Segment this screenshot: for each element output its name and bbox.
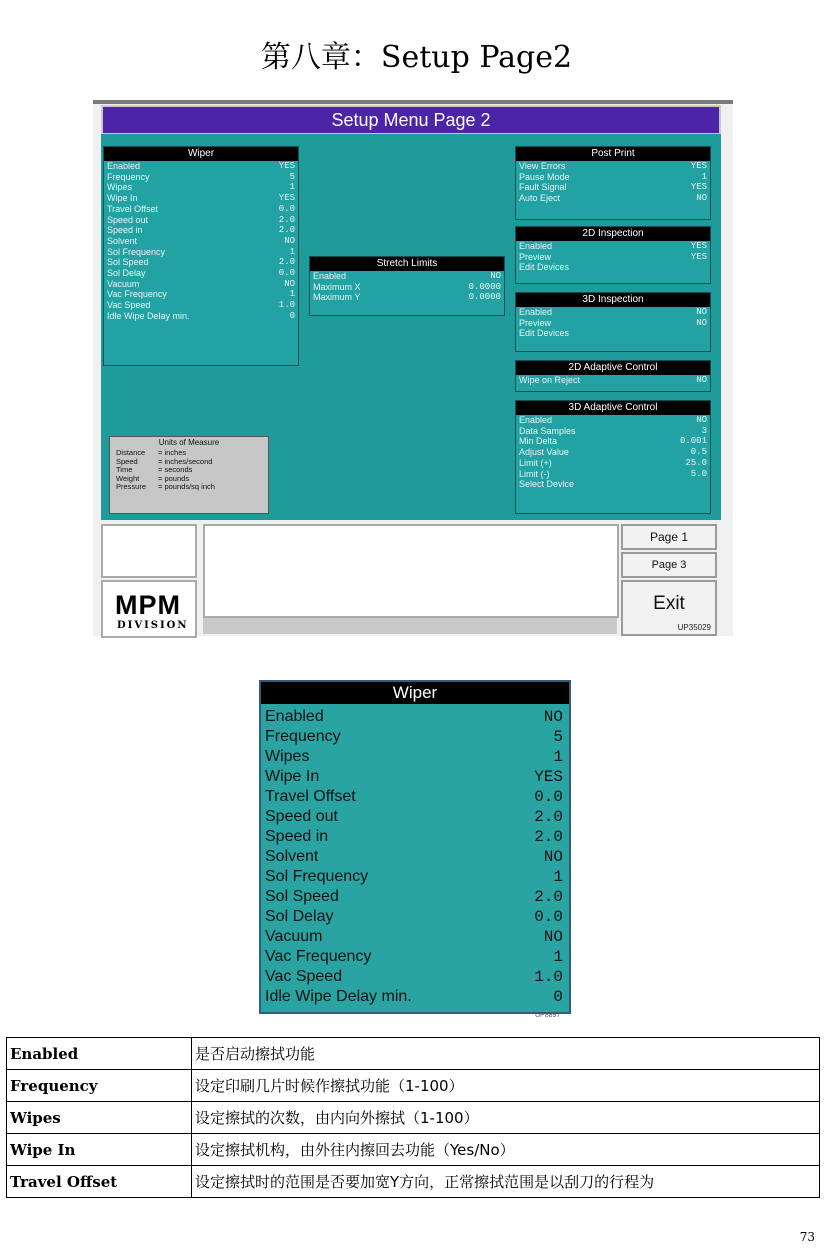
unit-value: = pounds/sq inch [158, 482, 215, 491]
stretch-limits-title: Stretch Limits [310, 257, 504, 271]
post-print-panel[interactable] [515, 146, 711, 220]
table-term: Frequency [7, 1070, 192, 1102]
setting-label: Sol Frequency [265, 868, 369, 885]
wiper-panel-title: Wiper [104, 147, 298, 161]
unit-quantity: Speed [116, 456, 138, 466]
setting-value: 3 [701, 425, 707, 436]
wiper-enlarged-rows [261, 704, 569, 1007]
setting-label: Wipe In [265, 768, 320, 785]
unit-quantity: Time [116, 465, 133, 474]
setting-label: Sol Speed [265, 888, 339, 905]
exit-button[interactable] [621, 580, 717, 636]
units-title: Units of Measure [158, 438, 220, 447]
setting-label: Sol Delay [107, 268, 146, 279]
setting-value: YES [690, 251, 707, 262]
setting-row[interactable] [261, 727, 569, 747]
setting-row[interactable] [310, 292, 504, 303]
setting-label: Wipe on Reject [519, 375, 581, 385]
setting-value: 2.0 [278, 225, 295, 236]
setting-label: Limit (-) [519, 468, 550, 479]
settings-area [101, 134, 721, 520]
setting-label: Wipes [107, 182, 133, 193]
wiper-figure-code: UP8897 [535, 1012, 561, 1019]
unit-value: = seconds [158, 465, 193, 474]
setting-value: NO [543, 928, 563, 946]
setting-value: NO [543, 848, 563, 866]
stretch-rows [310, 271, 504, 303]
setting-row[interactable] [261, 947, 569, 967]
setting-value: 0.0000 [468, 292, 501, 303]
units-rows [110, 449, 268, 492]
setting-label: Speed out [265, 808, 338, 825]
setting-label: Vac Speed [265, 968, 343, 985]
unit-quantity: Pressure [116, 482, 147, 491]
inspection-2d-title: 2D Inspection [516, 227, 710, 241]
setting-value: 1.0 [534, 968, 563, 986]
setting-row[interactable] [104, 204, 298, 215]
setting-label: Solvent [265, 848, 319, 865]
setting-row[interactable] [516, 328, 710, 339]
setting-row[interactable] [261, 907, 569, 927]
setting-value: YES [278, 161, 295, 171]
setting-row[interactable] [516, 161, 710, 172]
setting-row[interactable] [516, 426, 710, 437]
setting-label: Data Samples [519, 425, 576, 436]
setting-value: 1 [553, 748, 563, 766]
setting-value: 0.0 [534, 788, 563, 806]
setting-value: NO [696, 317, 707, 328]
unit-value: = pounds [158, 473, 190, 483]
setting-row[interactable] [261, 927, 569, 947]
bottom-bar [101, 520, 721, 636]
setting-value: 5 [289, 171, 295, 182]
setting-value: NO [696, 375, 707, 385]
setting-row[interactable] [104, 289, 298, 300]
setting-label: Sol Delay [265, 908, 334, 925]
setting-value: 0.0 [534, 908, 563, 926]
setting-row[interactable] [516, 172, 710, 183]
setting-label: Speed out [107, 214, 149, 225]
setting-row[interactable] [104, 172, 298, 183]
setting-value: 5.0 [690, 468, 707, 479]
message-area [203, 524, 619, 618]
setting-label: Limit (+) [519, 457, 552, 468]
page-3-button[interactable]: Page 3 [621, 552, 717, 578]
logo-box [101, 580, 197, 638]
setting-label: Enabled [313, 271, 347, 281]
unit-row [110, 483, 268, 492]
table-term: Wipe In [7, 1134, 192, 1166]
setting-value: 25.0 [685, 457, 707, 468]
setting-row[interactable] [261, 827, 569, 847]
inspection-3d-title: 3D Inspection [516, 293, 710, 307]
unit-quantity: Distance [116, 448, 146, 457]
adaptive-2d-panel[interactable] [515, 360, 711, 392]
setting-row[interactable] [516, 415, 710, 426]
setting-label: Enabled [519, 307, 553, 317]
setting-label: Solvent [107, 235, 138, 246]
setting-label: Enabled [265, 708, 324, 725]
setting-row[interactable] [516, 241, 710, 252]
table-description: 设定印刷几片时候作擦拭功能（1-100） [192, 1070, 820, 1102]
mpm-logo: MPM [115, 590, 181, 620]
unit-value: = inches [158, 448, 187, 457]
setting-row[interactable] [516, 479, 710, 490]
setting-label: Maximum X [313, 281, 361, 292]
setting-label: Preview [519, 251, 552, 262]
setting-value: NO [696, 307, 707, 317]
setup-screen [93, 100, 733, 636]
setting-label: Speed in [107, 225, 143, 236]
setting-label: Pause Mode [519, 171, 570, 182]
setting-row[interactable] [261, 887, 569, 907]
stretch-limits-panel[interactable] [309, 256, 505, 316]
exit-label: Exit [653, 593, 685, 614]
setting-value: 1 [289, 246, 295, 257]
status-strip [203, 618, 617, 634]
table-term: Wipes [7, 1102, 192, 1134]
setting-row[interactable] [516, 262, 710, 273]
division-label: DIVISION [117, 620, 189, 631]
inspection-3d-panel[interactable] [515, 292, 711, 352]
setting-row[interactable] [516, 436, 710, 447]
setting-row[interactable] [310, 271, 504, 282]
page-1-button[interactable]: Page 1 [621, 524, 717, 550]
setting-label: Idle Wipe Delay min. [265, 988, 412, 1005]
setting-row[interactable] [104, 268, 298, 279]
setting-row[interactable] [516, 307, 710, 318]
setting-row[interactable] [104, 247, 298, 258]
setting-row[interactable] [261, 747, 569, 767]
table-description: 是否启动擦拭功能 [192, 1038, 820, 1070]
setting-value: 0.5 [690, 447, 707, 458]
setting-value: YES [534, 768, 563, 786]
adaptive-3d-rows [516, 415, 710, 490]
table-description: 设定擦拭时的范围是否要加宽Y方向，正常擦拭范围是以刮刀的行程为 [192, 1166, 820, 1198]
setting-row[interactable] [516, 375, 710, 386]
setting-row[interactable] [104, 225, 298, 236]
setting-value: 1 [289, 182, 295, 193]
setting-value: NO [696, 193, 707, 204]
setting-label: Vac Frequency [107, 289, 167, 300]
setting-value: YES [278, 193, 295, 204]
setting-label: Speed in [265, 828, 329, 845]
setting-label: Edit Devices [519, 328, 570, 339]
setting-value: 0.001 [679, 436, 707, 447]
setting-row[interactable] [261, 967, 569, 987]
setting-label: Idle Wipe Delay min. [107, 310, 190, 321]
setting-label: Wipe In [107, 193, 138, 204]
setting-value: 0.0000 [468, 281, 501, 292]
setting-row[interactable] [104, 161, 298, 172]
setting-row[interactable] [516, 252, 710, 263]
setting-label: Frequency [265, 728, 341, 745]
setting-row[interactable] [516, 458, 710, 469]
post-print-rows [516, 161, 710, 204]
setting-row[interactable] [516, 447, 710, 458]
setting-label: Min Delta [519, 436, 558, 447]
table-row [7, 1134, 820, 1166]
setting-value: 5 [553, 728, 563, 746]
top-divider [93, 100, 733, 104]
table-row [7, 1070, 820, 1102]
setting-label: Preview [519, 317, 552, 328]
setting-value: 2.0 [278, 257, 295, 268]
setting-label: Sol Frequency [107, 246, 166, 257]
setting-row[interactable] [104, 193, 298, 204]
setting-value: NO [284, 235, 295, 246]
setting-row[interactable] [104, 236, 298, 247]
setting-label: Vac Speed [107, 300, 151, 311]
setting-row[interactable] [516, 182, 710, 193]
setting-label: Enabled [519, 415, 553, 425]
setting-value: NO [284, 278, 295, 289]
setting-value: 1 [553, 868, 563, 886]
setting-value: 1.0 [278, 300, 295, 311]
setting-row[interactable] [104, 300, 298, 311]
setting-value: NO [490, 271, 501, 281]
wiper-rows [104, 161, 298, 322]
setting-label: Adjust Value [519, 447, 569, 458]
adaptive-3d-panel[interactable] [515, 400, 711, 514]
post-print-title: Post Print [516, 147, 710, 161]
inspection-2d-rows [516, 241, 710, 273]
setting-row[interactable] [261, 767, 569, 787]
setting-row[interactable] [261, 707, 569, 727]
setting-row[interactable] [104, 279, 298, 290]
setting-row[interactable] [261, 867, 569, 887]
setting-value: 1 [289, 289, 295, 300]
setting-row[interactable] [261, 807, 569, 827]
setting-row[interactable] [104, 311, 298, 322]
setting-label: Vacuum [265, 928, 323, 945]
screen-figure-code: UP35029 [677, 623, 711, 632]
adaptive-3d-title: 3D Adaptive Control [516, 401, 710, 415]
setting-row[interactable] [104, 215, 298, 226]
setting-label: Auto Eject [519, 193, 561, 204]
window-title: Setup Menu Page 2 [101, 105, 721, 135]
page-number: 73 [799, 1230, 815, 1244]
table-row [7, 1102, 820, 1134]
setting-row[interactable] [104, 182, 298, 193]
inspection-2d-panel[interactable] [515, 226, 711, 284]
adaptive-2d-rows [516, 375, 710, 386]
setting-row[interactable] [516, 193, 710, 204]
wiper-panel-enlarged [259, 680, 571, 1014]
unit-value: = inches/second [158, 456, 213, 466]
setting-label: Edit Devices [519, 262, 570, 273]
setting-label: Maximum Y [313, 292, 361, 303]
setting-value: YES [690, 182, 707, 193]
document-title: 第八章：Setup Page2 [260, 40, 573, 75]
setting-value: NO [696, 415, 707, 425]
setting-row[interactable] [261, 787, 569, 807]
table-description: 设定擦拭的次数，由内向外擦拭（1-100） [192, 1102, 820, 1134]
setting-value: YES [690, 241, 707, 251]
setting-row[interactable] [104, 257, 298, 268]
setting-label: View Errors [519, 161, 566, 171]
setting-value: 0 [289, 310, 295, 321]
blank-box [101, 524, 197, 578]
unit-quantity: Weight [116, 473, 140, 483]
table-row [7, 1166, 820, 1198]
setting-value: 2.0 [278, 214, 295, 225]
setting-label: Fault Signal [519, 182, 567, 193]
setting-label: Vac Frequency [265, 948, 372, 965]
setting-label: Wipes [265, 748, 310, 765]
setting-value: 0.0 [278, 268, 295, 279]
setting-value: 1 [701, 171, 707, 182]
setting-value: NO [543, 708, 563, 726]
setting-label: Frequency [107, 171, 150, 182]
setting-value: 0.0 [278, 203, 295, 214]
setting-value: 2.0 [534, 828, 563, 846]
table-row [7, 1038, 820, 1070]
table-description: 设定擦拭机构，由外往内擦回去功能（Yes/No） [192, 1134, 820, 1166]
setting-label: Sol Speed [107, 257, 149, 268]
setting-label: Enabled [107, 161, 141, 171]
setting-row[interactable] [516, 469, 710, 480]
setting-row[interactable] [310, 282, 504, 293]
table-term: Travel Offset [7, 1166, 192, 1198]
setting-value: 2.0 [534, 808, 563, 826]
description-table [6, 1037, 820, 1198]
setting-label: Select Device [519, 479, 575, 490]
setting-row[interactable] [261, 847, 569, 867]
wiper-enlarged-title: Wiper [261, 682, 569, 704]
setting-value: 0 [553, 988, 563, 1006]
setting-label: Travel Offset [265, 788, 356, 805]
setting-row[interactable] [516, 318, 710, 329]
units-of-measure-box [109, 436, 269, 514]
setting-value: YES [690, 161, 707, 171]
setting-label: Vacuum [107, 278, 140, 289]
setting-label: Enabled [519, 241, 553, 251]
table-term: Enabled [7, 1038, 192, 1070]
adaptive-2d-title: 2D Adaptive Control [516, 361, 710, 375]
wiper-panel[interactable] [103, 146, 299, 366]
setting-value: 2.0 [534, 888, 563, 906]
inspection-3d-rows [516, 307, 710, 339]
setting-row[interactable] [261, 987, 569, 1007]
setting-label: Travel Offset [107, 203, 159, 214]
setting-value: 1 [553, 948, 563, 966]
